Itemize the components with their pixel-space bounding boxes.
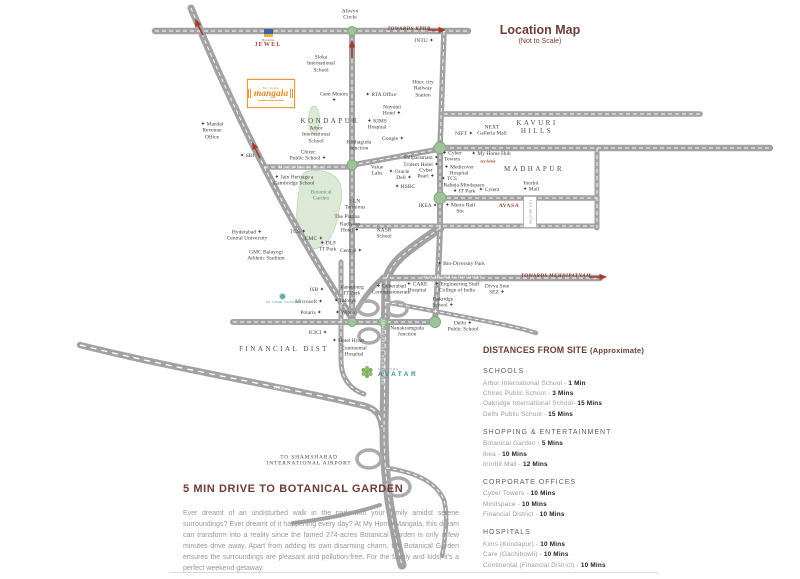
chirec-school-label: Chirec Public School ✦ bbox=[289, 149, 327, 162]
location-map-subtitle: (Not to Scale) bbox=[518, 38, 562, 45]
sbi-label: ✦ SBI bbox=[239, 152, 255, 159]
microsoft-label: Microsoft ✦ bbox=[295, 298, 323, 305]
avasa-label: AVASA bbox=[498, 202, 520, 209]
vihanga-text: MY HOME VIHANGA bbox=[266, 300, 300, 304]
my-home-jewel-logo bbox=[253, 29, 283, 48]
cyber-towers-label: ✦ Cyber Towers bbox=[442, 150, 462, 163]
distance-item: Cyber Towers - 10 Mins bbox=[483, 490, 556, 498]
trident-hotel-label: Trident Hotel ✦ bbox=[403, 161, 439, 168]
nanakramguda-junction-label: Nanakramguda Junction bbox=[390, 325, 424, 338]
westin-text: THE WESTIN bbox=[528, 199, 532, 225]
kavuri-hills-area-label: KAVURI HILLS bbox=[516, 118, 558, 135]
allwyn-junction-label: Allwyn Circle bbox=[341, 8, 359, 21]
cyber-pearl-label: Cyber Pearl ✦ bbox=[417, 167, 435, 180]
distances-section-schools bbox=[483, 368, 673, 418]
medicover-hospital-label: ✦ Medicover Hospital bbox=[444, 164, 474, 177]
hitec-railway-station-label: Hitec city Railway Station bbox=[412, 79, 434, 99]
oracle-label: ✦ Oracle bbox=[388, 168, 410, 175]
dlf-it-park-label: ✦ DLF IT Park bbox=[319, 240, 337, 253]
jewel-emblem-icon bbox=[264, 29, 273, 37]
distance-item: Continental (Financial District) - 10 Mins bbox=[483, 561, 606, 569]
arbor-school-label: Arbor International School bbox=[301, 125, 331, 145]
distance-item: Mindspace - 10 Mins bbox=[483, 500, 547, 508]
description-paragraph: Ever dreamt of an undisturbed walk in the park with your family amidst serene surroundings? Ever dreamt of it happening every day? At My Home Mangala, this dream can transform into a reality since the famed 274-acres Botanical Garden is only a few minutes drive away. Apart from adding its own disarming charm, the Botanical Garden ensures the surroundings are pleasant and pollution-free. For the family and kids, it's a perfect weekend getaway. bbox=[183, 510, 459, 573]
my-home-hub-label: ✦ My Home Hub bbox=[471, 150, 511, 157]
value-labs-label: Value Labs bbox=[370, 164, 384, 177]
my-home-avatar-logo bbox=[361, 366, 418, 378]
hsbc-label: ✦ HSBC bbox=[394, 183, 416, 190]
site-marker-bars-left bbox=[248, 89, 252, 98]
kondapur-area-label: KONDAPUR bbox=[300, 116, 360, 125]
distances-section-shopping bbox=[483, 429, 673, 468]
kothaguda-junction-label: Kothaguda Junction bbox=[346, 139, 372, 152]
avatar-flower-icon bbox=[365, 370, 369, 374]
jntu-label: JNTU ✦ bbox=[414, 37, 434, 44]
nift-label: NIFT ✦ bbox=[454, 130, 474, 137]
icici-label: ICICI ✦ bbox=[308, 329, 328, 336]
gem-motors-label: Gem Motors ✦ bbox=[320, 91, 348, 104]
distances-section-hospitals bbox=[483, 529, 673, 568]
my-home-vihanga-logo bbox=[266, 294, 300, 304]
bio-diversity-park-label: ✦ Bio-Diversity Park bbox=[437, 260, 485, 267]
bottom-divider bbox=[170, 572, 658, 573]
distance-item: Oakridge International School- 15 Mins bbox=[483, 400, 603, 408]
dell-label: Dell ✦ bbox=[396, 174, 412, 181]
tcs-madhapur-label: ✦ TCS bbox=[441, 175, 457, 182]
esci-label: ✦ Engineering Staff College of India bbox=[434, 281, 480, 294]
metro-rail-label: ✦ Metro Rail Stn bbox=[445, 202, 475, 215]
distances-title-suffix: (Approximate) bbox=[589, 346, 645, 355]
towards-kphb-label: TOWARDS KPHB bbox=[387, 27, 431, 33]
vihanga-icon bbox=[280, 294, 285, 299]
sloka-school-label: Sloka International School bbox=[306, 54, 336, 74]
polaris-label: Polaris ✦ bbox=[300, 309, 322, 316]
madhapur-area-label: MADHAPUR bbox=[503, 164, 565, 173]
section-name: SCHOOLS bbox=[483, 368, 525, 375]
distances-section-corporate bbox=[483, 479, 673, 518]
botanical-garden-label: Botanical Garden bbox=[310, 189, 332, 202]
distance-item: Kims (Kondapur) - 10 Mins bbox=[483, 540, 566, 548]
nasr-school-label: NASR School bbox=[376, 227, 392, 240]
site-tagline-rule bbox=[258, 100, 284, 101]
tcs-gachibowli-label: TCS ✦ bbox=[289, 228, 307, 235]
cyberabad-commissionerate-label: ✦ Cyberabad Commissionerate bbox=[371, 283, 411, 296]
google-label: Google ✦ bbox=[381, 135, 405, 142]
site-name: mangala bbox=[253, 88, 289, 99]
site-brand: My Home bbox=[263, 85, 279, 90]
distance-item: Inorbit Mall - 12 Mins bbox=[483, 460, 548, 468]
location-map-title-block bbox=[495, 23, 585, 45]
isb-label: ISB ✦ bbox=[309, 286, 325, 293]
site-marker-mangala bbox=[247, 79, 295, 108]
kims-hospital-label: ✦ KIMS Hospital bbox=[367, 118, 387, 131]
financial-dist-area-label: FINANCIAL DIST bbox=[239, 344, 329, 353]
site-marker-bars-right bbox=[290, 89, 294, 98]
distances-title: DISTANCES FROM SITE (Approximate) bbox=[483, 345, 645, 355]
distance-item: Arbor International School - 1 Min bbox=[483, 379, 586, 387]
oakridge-school-label: Oakridge School ✦ bbox=[432, 296, 454, 309]
jewel-name: JEWEL bbox=[254, 42, 282, 48]
avatar-brand: MY HOME bbox=[378, 366, 400, 371]
rta-office-label: ✦ RTA Office bbox=[365, 91, 397, 98]
continental-hospital-label: Continental Hospital bbox=[341, 345, 367, 358]
towards-mehdipatnam-label: TOWARDS MEHDIPATNAM bbox=[521, 274, 591, 280]
jain-heritage-school-label: ✦ Jain Heritage a Cambridge School bbox=[273, 174, 315, 187]
next-galleria-mall-label: NEXT Galleria Mall bbox=[477, 124, 507, 137]
my-home-hub-logo: my home bbox=[480, 158, 496, 164]
old-mumbai-highway-label: OLD MUMBAI HIGHWAY bbox=[421, 274, 483, 280]
gmc-stadium-label: GMC Balayogi Athletic Stadium bbox=[247, 249, 285, 262]
sln-terminus-label: SLN Terminus bbox=[344, 198, 366, 211]
towards-miyapur-label: TOWARDS MIYAPUR bbox=[192, 38, 218, 86]
wipro-label: ✦ Wipro bbox=[335, 309, 355, 316]
the-platina-label: The Platina bbox=[334, 213, 360, 220]
location-map-title: Location Map bbox=[499, 23, 581, 37]
mandal-revenue-office-label: ✦ Mandal Revenue Office bbox=[200, 121, 224, 141]
vanenburg-it-park-label: Vanenburg IT Park bbox=[340, 284, 364, 297]
distance-item: Botanical Garden - 5 Mins bbox=[483, 440, 563, 448]
orr-label: ORR bbox=[273, 384, 285, 392]
central-label: Central ✦ bbox=[339, 247, 363, 254]
divya-sree-sez-label: Divya Sree SEZ ✦ bbox=[484, 283, 510, 296]
jawaharlal-nehru-orr-label: JAWAHARLAL NEHRU ORR bbox=[380, 318, 386, 386]
care-hospital-label: ✦ CARE Hospital bbox=[406, 281, 428, 294]
distance-item: Care (Gachibowli) - 10 Mins bbox=[483, 551, 569, 559]
section-name: HOSPITALS bbox=[483, 529, 531, 537]
radisson-hotel-label: Radisson Hotel ✦ bbox=[339, 221, 361, 234]
cmc-label: CMC ✦ bbox=[304, 235, 324, 242]
hcu-label: Hyderabad ✦ Central University bbox=[226, 229, 268, 242]
distance-item: Financial District - 10 Mins bbox=[483, 511, 565, 519]
distance-item: Delhi Public School - 15 Mins bbox=[483, 410, 573, 418]
inorbit-mall-label: Inorbit ✦ Mall bbox=[522, 180, 540, 193]
novotel-hotel-label: Novotel Hotel ✦ bbox=[382, 104, 402, 117]
section-name: SHOPPING & ENTERTAINMENT bbox=[483, 428, 612, 436]
jewel-brand: My Home bbox=[261, 38, 275, 42]
hotel-hyatt-label: ✦ Hotel Hyatt bbox=[332, 337, 364, 344]
to-airport-label: TO SHAMSHABAD INTERNATIONAL AIRPORT bbox=[266, 454, 352, 467]
distance-item: Chirec Public School - 3 Mins bbox=[483, 389, 574, 397]
distances-panel bbox=[483, 345, 673, 579]
infosys-label: ✦ Infosys bbox=[333, 297, 357, 304]
ikea-label: IKEA ✦ bbox=[418, 202, 438, 209]
masjid-banda-road-label: Masjid Banda Road bbox=[278, 164, 326, 170]
avatar-name: AVATAR bbox=[378, 370, 419, 378]
raheja-mindspace-label: Raheja Mindspace ✦ IT Park bbox=[443, 182, 485, 195]
distance-item: Ikea - 10 Mins bbox=[483, 450, 528, 458]
westin-marker bbox=[523, 196, 537, 228]
headline: 5 MIN DRIVE TO BOTANICAL GARDEN bbox=[183, 483, 404, 495]
section-name: CORPORATE OFFICES bbox=[483, 478, 577, 486]
delhi-public-school-label: Delhi ✦ Public School bbox=[447, 320, 479, 333]
shilparamam-label: Shilparamam ✦ bbox=[403, 154, 439, 161]
cyient-label: ✦ Cyient bbox=[478, 186, 500, 193]
